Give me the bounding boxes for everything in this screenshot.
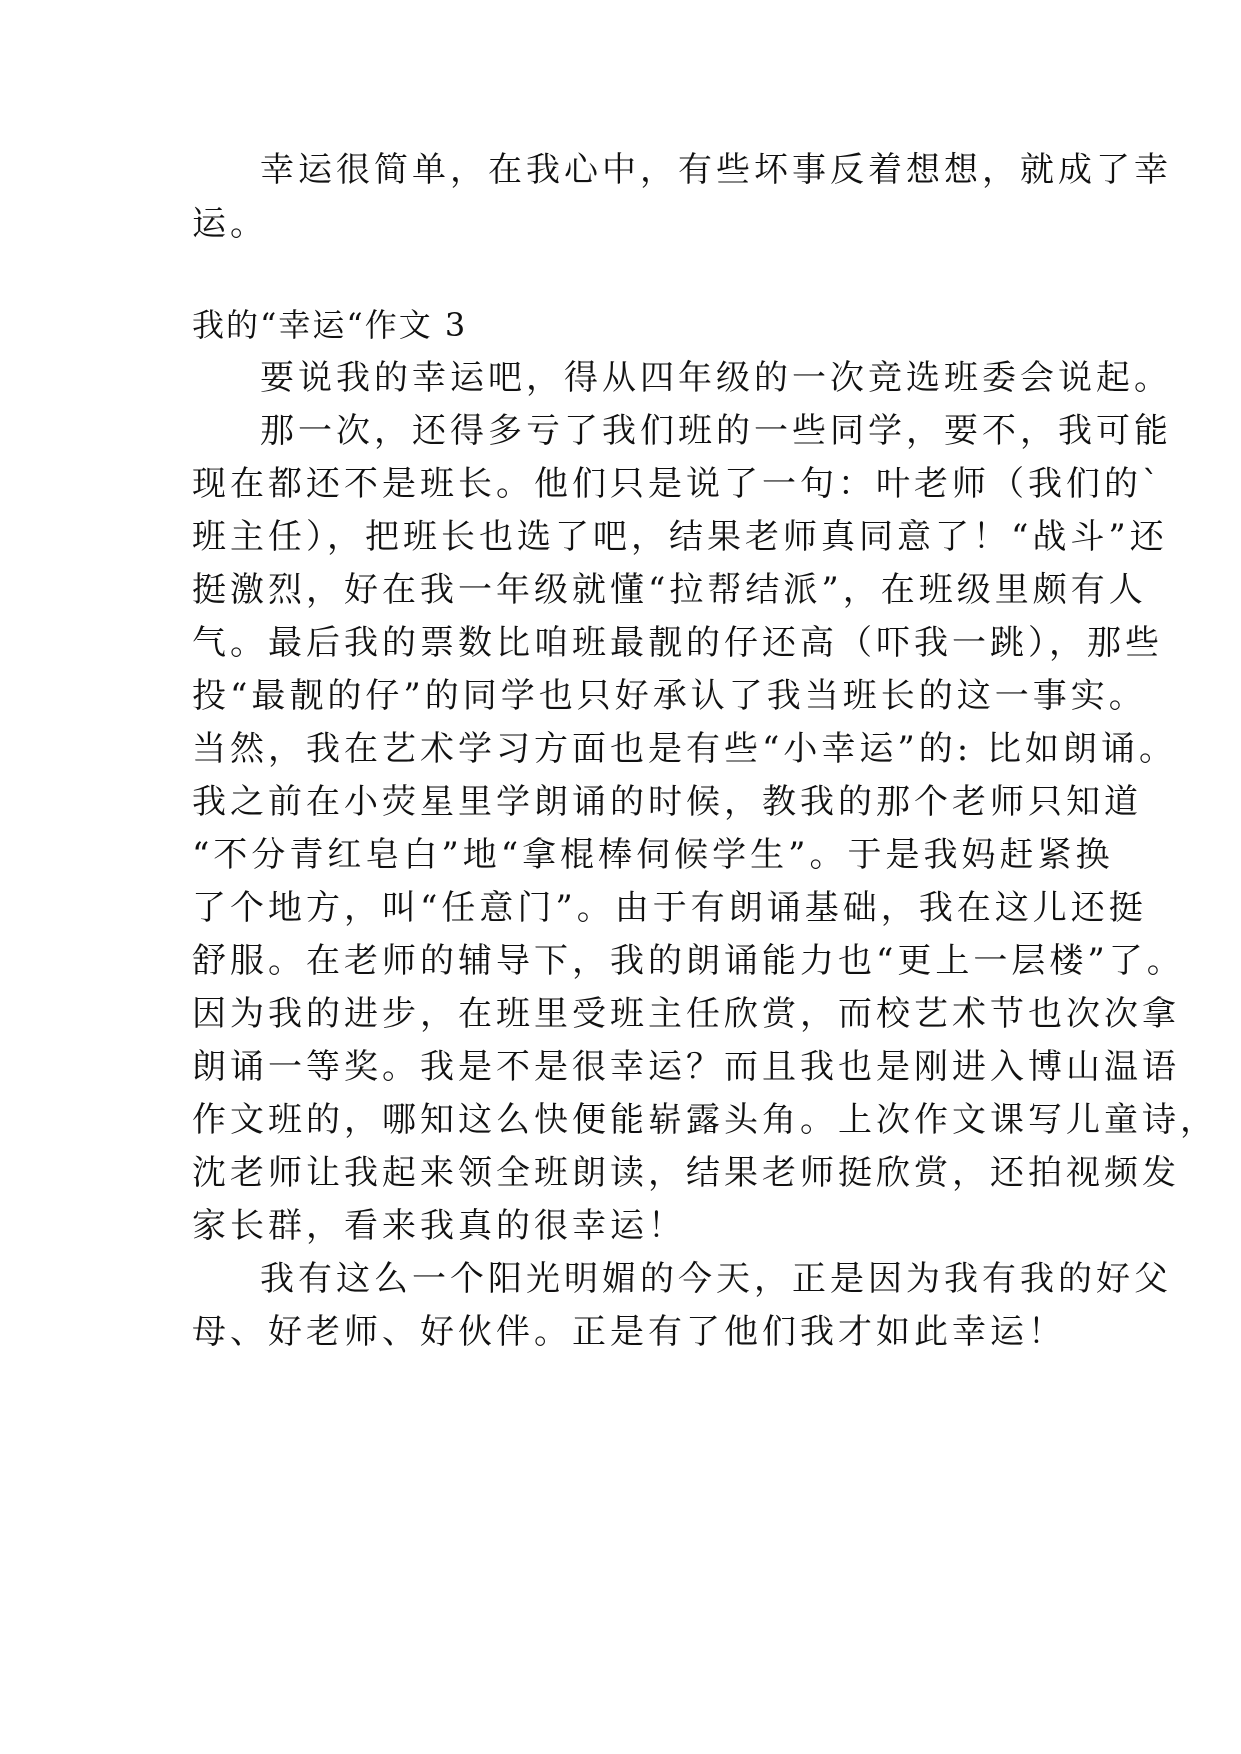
paragraph-3-line-12: 因为我的进步，在班里受班主任欣赏，而校艺术节也次次拿	[192, 994, 1180, 1034]
paragraph-3-line-15: 沈老师让我起来领全班朗读，结果老师挺欣赏，还拍视频发	[192, 1153, 1180, 1193]
paragraph-4-line-2: 母、好老师、好伙伴。正是有了他们我才如此幸运！	[192, 1312, 1066, 1352]
paragraph-4-line-1: 我有这么一个阳光明媚的今天，正是因为我有我的好父	[260, 1259, 1172, 1299]
paragraph-3-line-8: 我之前在小荧星里学朗诵的时候，教我的那个老师只知道	[192, 782, 1142, 822]
paragraph-3-line-14: 作文班的，哪知这么快便能崭露头角。上次作文课写儿童诗，	[192, 1100, 1218, 1140]
paragraph-3-line-11: 舒服。在老师的辅导下，我的朗诵能力也“更上一层楼”了。	[192, 941, 1185, 981]
paragraph-3-line-7: 当然，我在艺术学习方面也是有些“小幸运”的: 比如朗诵。	[192, 729, 1178, 769]
paragraph-3-line-5: 气。最后我的票数比咱班最靓的仔还高（吓我一跳），那些	[192, 623, 1163, 663]
paragraph-3-line-4: 挺激烈，好在我一年级就懂“拉帮结派”，在班级里颇有人	[192, 570, 1147, 610]
paragraph-3-line-9: “不分青红皂白”地“拿棍棒伺候学生”。于是我妈赶紧换	[192, 835, 1114, 875]
essay-heading: 我的“幸运“作文 3	[192, 306, 468, 344]
paragraph-3-line-16: 家长群，看来我真的很幸运！	[192, 1206, 686, 1246]
paragraph-3-line-3: 班主任），把班长也选了吧，结果老师真同意了！“战斗”还	[192, 517, 1168, 557]
paragraph-3-line-6: 投“最靓的仔”的同学也只好承认了我当班长的这一事实。	[192, 676, 1147, 716]
paragraph-3-line-1: 那一次，还得多亏了我们班的一些同学，要不，我可能	[260, 411, 1172, 451]
paragraph-1-line-2: 运。	[192, 204, 268, 244]
paragraph-3-line-13: 朗诵一等奖。我是不是很幸运？而且我也是刚进入博山温语	[192, 1047, 1180, 1087]
paragraph-2-line-1: 要说我的幸运吧，得从四年级的一次竞选班委会说起。	[260, 358, 1172, 398]
paragraph-3-line-10: 了个地方，叫“任意门”。由于有朗诵基础，我在这儿还挺	[192, 888, 1147, 928]
paragraph-1-line-1: 幸运很简单，在我心中，有些坏事反着想想，就成了幸	[260, 150, 1172, 190]
paragraph-3-line-2: 现在都还不是班长。他们只是说了一句：叶老师（我们的`	[192, 464, 1163, 504]
